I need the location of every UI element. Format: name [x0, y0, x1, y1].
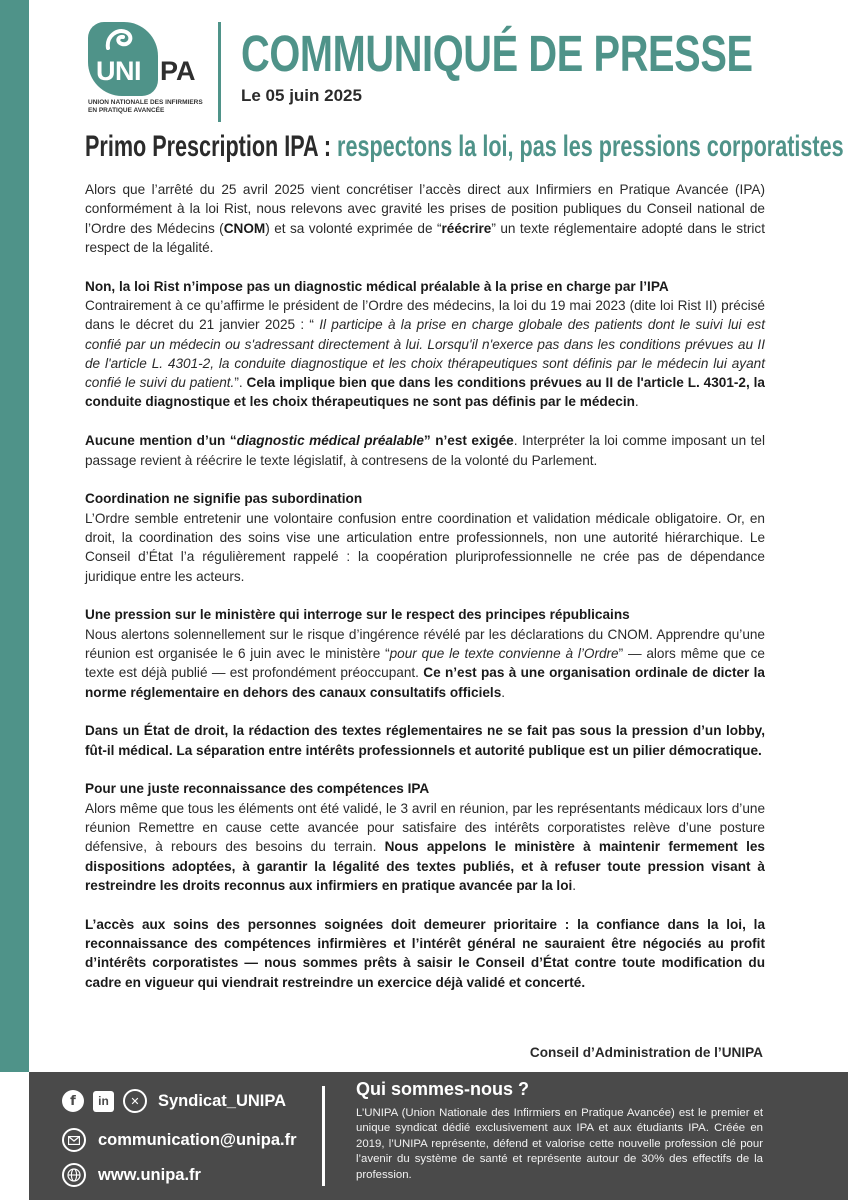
- section-loi-rist: Non, la loi Rist n’impose pas un diagnostic médical préalable à la prise en charge par l’IPA Contrairement à ce qu’affirme le président de l’Ordre des médecins, la loi du 19 mai 2023 (dite loi Rist II) précisé dans le décret du 21 janvier 2025 : “ Il participe à la prise en charge globale des patients dont le suivi lui est confié par un médecin ou s'adressant directement à lui. Lorsqu'il n'exerce pas dans les conditions prévues au II de l'article L. 4301-2, la conduite diagnostique et les choix thérapeutiques sont définis par le médecin lui ayant confié le suivi du patient.”. Cela implique bien que dans les conditions prévues au II de l'article L. 4301-2, la conduite diagnostique et les choix thérapeutiques ne sont pas définis par le médecin.: [85, 278, 765, 410]
- section-conclusion: L’accès aux soins des personnes soignées doit demeurer prioritaire : la confiance dans la loi, la reconnaissance des compétences infirmières et l’intérêt général ne sauraient être négociés au profit d’intérêts corporatistes — nous sommes prêts à saisir le Conseil d’État contre toute modification du cadre en vigueur qui viendrait restreindre un exercice déjà validé et concerté.: [85, 916, 765, 990]
- article-body: [85, 180, 765, 1011]
- section-pression: Une pression sur le ministère qui interroge sur le respect des principes républicains Nous alertons solennellement sur le risque d’ingérence révélé par les déclarations du CNOM. Apprendre qu’une réunion est organisée le 6 juin avec le ministère “pour que le texte convienne à l’Ordre” — alors même que ce texte est déjà publié — est profondément préoccupant. Ce n’est pas à une organisation ordinale de dicter la norme réglementaire en dehors des canaux consultatifs officiels.: [85, 607, 765, 700]
- x-icon[interactable]: ✕: [123, 1089, 147, 1113]
- logo-swirl-icon: [104, 26, 138, 60]
- website-link[interactable]: www.unipa.fr: [98, 1165, 201, 1184]
- section-etat-de-droit: Dans un État de droit, la rédaction des textes réglementaires ne se fait pas sous la pression d’un lobby, fût-il médical. La séparation entre intérêts professionnels et autorité publique est un pilier démocratique.: [85, 723, 765, 758]
- section-coordination: Coordination ne signifie pas subordination L’Ordre semble entretenir une volontaire confusion entre coordination et validation médicale obligatoire. Or, en droit, la coordination des soins vise une articulation entre professionnels, non une autorité hiérarchique. Le Conseil d’État l’a régulièrement rappelé : la coopération pluriprofessionnelle ne crée pas de dépendance juridique entre les acteurs.: [85, 491, 765, 584]
- section-diagnostic: Aucune mention d’un “diagnostic médical préalable” n’est exigée. Interpréter la loi comme imposant un tel passage revient à réécrire le texte législatif, à contresens de la volonté du Parlement.: [85, 433, 765, 468]
- mail-icon: [62, 1128, 86, 1152]
- section-heading: Pour une juste reconnaissance des compétences IPA: [85, 781, 430, 797]
- logo-uni-text: UNI: [96, 56, 141, 86]
- linkedin-icon[interactable]: in: [93, 1091, 114, 1112]
- section-heading: Coordination ne signifie pas subordination: [85, 491, 363, 507]
- left-accent-band: [0, 0, 29, 1072]
- globe-icon: [62, 1163, 86, 1187]
- about-text: L’UNIPA (Union Nationale des Infirmiers en Pratique Avancée) est le premier et unique syndicat dédié exclusivement aux IPA et aux étudiants IPA. Créée en 2019, l’UNIPA représente, défend et valorise cette nouvelle profession clé pour l’avenir du système de santé et représente autour de 30% des effectifs de la profession.: [356, 1107, 763, 1181]
- social-handle[interactable]: Syndicat_UNIPA: [158, 1091, 287, 1110]
- signature: Conseil d’Administration de l’UNIPA: [529, 1045, 763, 1060]
- intro-paragraph: Alors que l’arrêté du 25 avril 2025 vient concrétiser l’accès direct aux Infirmiers en Pratique Avancée (IPA) conformément à la loi Rist, nous relevons avec gravité les prises de position publiques du Conseil national de l’Ordre des Médecins (CNOM) et sa volonté exprimée de “réécrire” un texte réglementaire adopté dans le strict respect de la légalité.: [85, 182, 765, 255]
- headline: [85, 128, 844, 166]
- logo-pa-text: PA: [160, 56, 196, 86]
- website-row: [62, 1163, 201, 1187]
- section-reconnaissance: Pour une juste reconnaissance des compétences IPA Alors même que tous les éléments ont été validé, le 3 avril en réunion, par les représentants médicaux lors d’une réunion Remettre en cause cette avancée pour satisfaire des intérêts corporatistes relève d’une posture défensive, à rebours des besoins du terrain. Nous appelons le ministère à maintenir fermement les dispositions adoptées, à garantir la légalité des textes publiés, et à refuser toute pression visant à restreindre les droits reconnus aux infirmiers en pratique avancée par la loi.: [85, 781, 765, 893]
- logo-tagline: UNION NATIONALE DES INFIRMIERS EN PRATIQUE AVANCÉE: [88, 99, 203, 114]
- facebook-icon[interactable]: f: [62, 1090, 84, 1112]
- email-row: [62, 1128, 297, 1152]
- headline-part-2: respectons la loi, pas les pressions corporatistes: [337, 130, 844, 163]
- section-heading: Une pression sur le ministère qui interroge sur le respect des principes républicains: [85, 607, 630, 623]
- section-heading: Non, la loi Rist n’impose pas un diagnostic médical préalable à la prise en charge par l’IPA: [85, 278, 669, 294]
- footer: [29, 1072, 848, 1200]
- social-links: [62, 1088, 286, 1114]
- footer-divider: [322, 1086, 325, 1186]
- email-link[interactable]: communication@unipa.fr: [98, 1130, 297, 1149]
- about-title: Qui sommes-nous ?: [356, 1079, 530, 1099]
- header-divider: [218, 22, 221, 122]
- press-release-date: Le 05 juin 2025: [241, 86, 362, 105]
- press-release-title: COMMUNIQUÉ DE PRESSE: [241, 25, 753, 82]
- headline-part-1: Primo Prescription IPA :: [85, 130, 338, 163]
- unipa-logo: [88, 22, 206, 127]
